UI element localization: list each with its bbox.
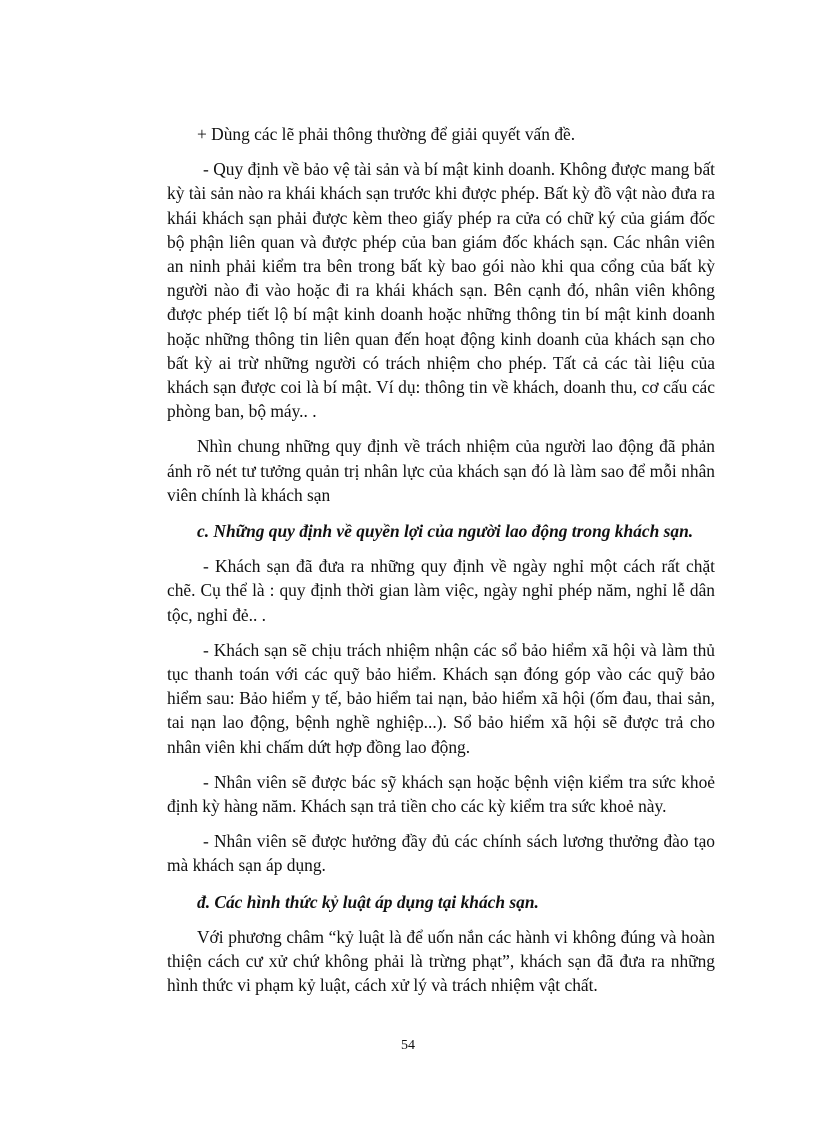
paragraph-salary-policy: - Nhân viên sẽ được hưởng đầy đủ các chính sách lương thưởng đào tạo mà khách sạn áp dụng. — [167, 831, 715, 876]
paragraph-asset-protection: - Quy định về bảo vệ tài sản và bí mật kinh doanh. Không được mang bất kỳ tài sản nào ra khái khách sạn trước khi được phép. Bất kỳ đồ vật nào đưa ra khái khách sạn phải được kèm theo giấy phép ra cửa có chữ ký của giám đốc bộ phận liên quan và được phép của ban giám đốc khách sạn. Các nhân viên an ninh phải kiểm tra bên trong bất kỳ bao gói nào khi qua cổng của bất kỳ người nào đi vào hoặc đi ra khái khách sạn. Bên cạnh đó, nhân viên không được phép tiết lộ bí mật kinh doanh hoặc những thông tin bí mật kinh doanh hoặc những thông tin liên quan đến hoạt động kinh doanh của khách sạn cho bất kỳ ai trừ những người có trách nhiệm cho phép. Tất cả các tài liệu của khách sạn được coi là bí mật. Ví dụ: thông tin về khách, doanh thu, cơ cấu các phòng ban, bộ máy.. . — [167, 159, 715, 422]
paragraph-days-off: - Khách sạn đã đưa ra những quy định về ngày nghỉ một cách rất chặt chẽ. Cụ thể là : quy định thời gian làm việc, ngày nghỉ phép năm, nghỉ lễ dân tộc, nghỉ đẻ.. . — [167, 556, 715, 625]
paragraph-discipline-motto: Với phương châm “kỷ luật là để uốn nắn các hành vi không đúng và hoàn thiện cách cư xử chứ không phải là trừng phạt”, khách sạn đã đưa ra những hình thức vi phạm kỷ luật, cách xử lý và trách nhiệm vật chất. — [167, 926, 715, 996]
paragraph-health-check: - Nhân viên sẽ được bác sỹ khách sạn hoặc bệnh viện kiểm tra sức khoẻ định kỳ hàng năm. Khách sạn trả tiền cho các kỳ kiểm tra sức khoẻ này. — [167, 771, 715, 817]
section-heading-discipline: đ. Các hình thức kỷ luật áp dụng tại khách sạn. — [197, 891, 539, 912]
paragraph-social-insurance: - Khách sạn sẽ chịu trách nhiệm nhận các sổ bảo hiểm xã hội và làm thủ tục thanh toán với các quỹ bảo hiểm. Khách sạn đóng góp vào các quỹ bảo hiểm sau: Bảo hiểm y tế, bảo hiểm tai nạn, bảo hiểm xã hội (ốm đau, thai sản, tai nạn lao động, bệnh nghề nghiệp...). Sổ bảo hiểm xã hội sẽ được trả cho nhân viên khi chấm dứt hợp đồng lao động. — [167, 639, 715, 757]
page-body — [167, 122, 715, 998]
paragraph-common-sense: + Dùng các lẽ phải thông thường để giải quyết vấn đề. — [197, 124, 576, 144]
paragraph-summary: Nhìn chung những quy định về trách nhiệm của người lao động đã phản ánh rõ nét tư tưởng quản trị nhân lực của khách sạn đó là làm sao để mỗi nhân viên chính là khách sạn — [167, 436, 715, 505]
section-heading-employee-benefits: c. Những quy định về quyền lợi của người lao động trong khách sạn. — [197, 521, 694, 542]
page-number: 54 — [401, 1038, 415, 1053]
